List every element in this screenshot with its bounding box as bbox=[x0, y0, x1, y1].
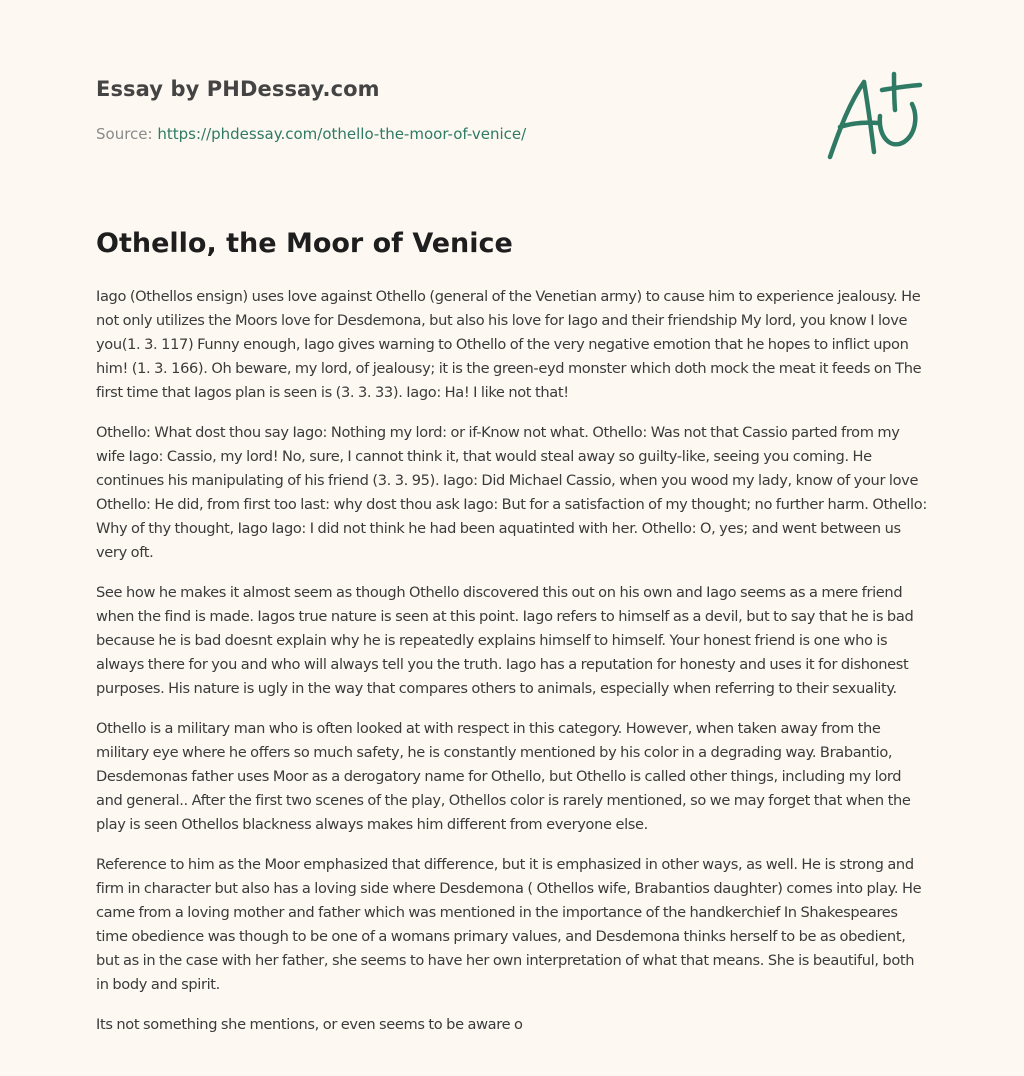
essay-paragraph: Othello: What dost thou say Iago: Nothing my lord: or if-Know not what. Othello: Was not that Cassio parted from my wife Iago: Cassio, my lord! No, sure, I cannot think it, that would steal away so guilty-like, seeing you coming. He continues his manipulating of his friend (3. 3. 95). Iago: Did Michael Cassio, when you wood my lady, know of your love Othello: He did, from first too last: why dost thou ask Iago: But for a satisfaction of my thought; no further harm. Othello: Why of thy thought, Iago Iago: I did not think he had been aquatinted with her. Othello: O, yes; and went between us very oft. bbox=[96, 424, 927, 561]
essay-paragraph: Its not something she mentions, or even seems to be aware o bbox=[96, 1016, 523, 1033]
essay-paragraph: Othello is a military man who is often looked at with respect in this category. However, when taken away from the military eye where he offers so much safety, he is constantly mentioned by his color in a degrading way. Brabantio, Desdemonas father uses Moor as a derogatory name for Othello, but Othello is called other things, including my lord and general.. After the first two scenes of the play, Othellos color is rarely mentioned, so we may forget that when the play is seen Othellos blackness always makes him different from everyone else. bbox=[96, 720, 911, 833]
a-plus-logo-icon bbox=[818, 66, 930, 166]
a-plus-logo-svg bbox=[818, 66, 930, 166]
source-label: Source: bbox=[96, 125, 153, 143]
source-line bbox=[96, 124, 656, 144]
essay-paragraph: Iago (Othellos ensign) uses love against Othello (general of the Venetian army) to cause him to experience jealousy. He not only utilizes the Moors love for Desdemona, but also his love for Iago and their friendship My lord, you know I love you(1. 3. 117) Funny enough, Iago gives warning to Othello of the very negative emotion that he hopes to inflict upon him! (1. 3. 166). Oh beware, my lord, of jealousy; it is the green-eyd monster which doth mock the meat it feeds on The first time that Iagos plan is seen is (3. 3. 33). Iago: Ha! I like not that! bbox=[96, 288, 922, 401]
page-header bbox=[96, 74, 656, 144]
essay-body bbox=[96, 285, 928, 1053]
site-brand: Essay by PHDessay.com bbox=[96, 77, 380, 101]
essay-title: Othello, the Moor of Venice bbox=[96, 228, 513, 259]
essay-paragraph: See how he makes it almost seem as though Othello discovered this out on his own and Iago seems as a mere friend when the find is made. Iagos true nature is seen at this point. Iago refers to himself as a devil, but to say that he is bad because he is bad doesnt explain why he is repeatedly explains himself to himself. Your honest friend is one who is always there for you and who will always tell you the truth. Iago has a reputation for honesty and uses it for dishonest purposes. His nature is ugly in the way that compares others to animals, especially when referring to their sexuality. bbox=[96, 584, 914, 697]
source-link[interactable]: https://phdessay.com/othello-the-moor-of-venice/ bbox=[157, 125, 527, 143]
essay-paragraph: Reference to him as the Moor emphasized that difference, but it is emphasized in other ways, as well. He is strong and firm in character but also has a loving side where Desdemona ( Othellos wife, Brabantios daughter) comes into play. He came from a loving mother and father which was mentioned in the importance of the handkerchief In Shakespeares time obedience was though to be one of a womans primary values, and Desdemona thinks herself to be as obedient, but as in the case with her father, she seems to have her own interpretation of what that means. She is beautiful, both in body and spirit. bbox=[96, 856, 922, 993]
